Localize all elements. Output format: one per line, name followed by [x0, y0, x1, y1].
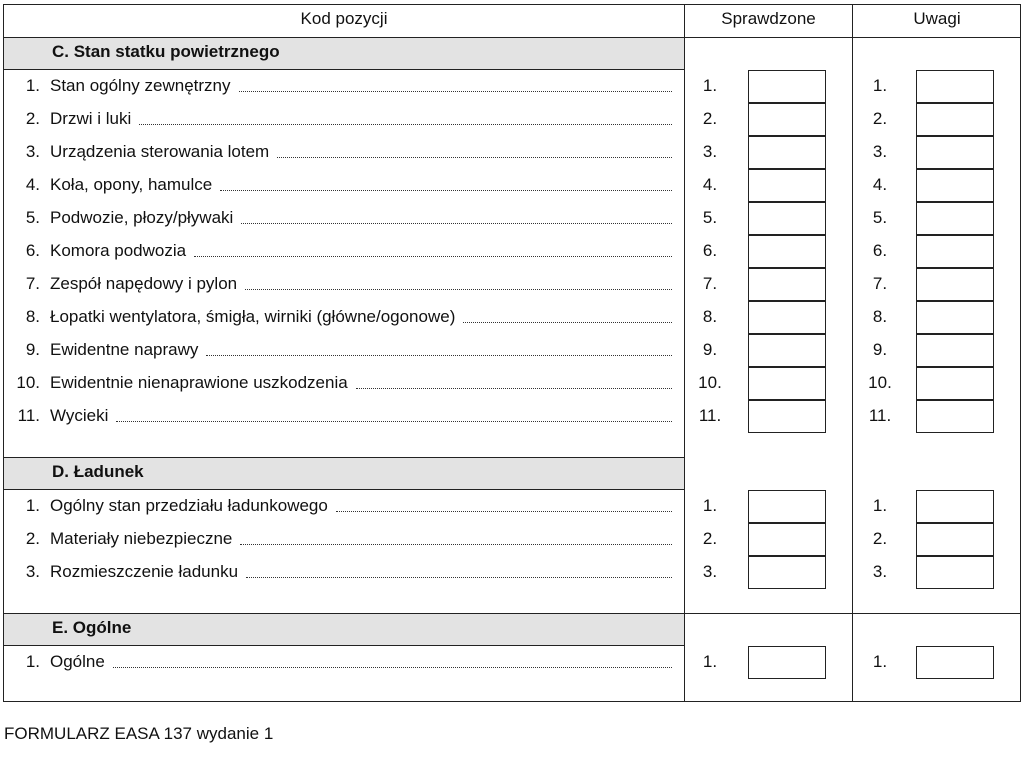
section-title: D. Ładunek [52, 462, 144, 481]
row-label: Łopatki wentylatora, śmigła, wirniki (główne/ogonowe) [50, 307, 456, 326]
row-label: Komora podwozia [50, 241, 187, 260]
notes-box[interactable] [916, 400, 994, 433]
row-number: 7. [25, 274, 40, 293]
checked-number: 2. [702, 109, 718, 128]
notes-number: 1. [872, 652, 888, 671]
checked-box[interactable] [748, 268, 826, 301]
section-e-divider [4, 645, 684, 646]
notes-box[interactable] [916, 367, 994, 400]
notes-number: 3. [872, 142, 888, 161]
row-number: 1. [25, 496, 40, 515]
notes-number: 10. [868, 373, 892, 392]
row-number: 9. [25, 340, 40, 359]
notes-box[interactable] [916, 646, 994, 679]
row-number: 10. [16, 373, 40, 392]
checked-box[interactable] [748, 646, 826, 679]
leader-dots [241, 223, 672, 224]
leader-dots [206, 355, 672, 356]
notes-number: 7. [872, 274, 888, 293]
checked-number: 1. [702, 496, 718, 515]
checked-number: 3. [702, 562, 718, 581]
checked-number: 8. [702, 307, 718, 326]
checked-number: 10. [698, 373, 722, 392]
section-c-divider [4, 69, 684, 70]
leader-dots [246, 577, 672, 578]
column-header-item: Kod pozycji [300, 9, 388, 28]
row-label: Ogólny stan przedziału ładunkowego [50, 496, 328, 515]
row-label: Wycieki [50, 406, 109, 425]
checked-number: 1. [702, 76, 718, 95]
row-number: 4. [25, 175, 40, 194]
leader-dots [240, 544, 672, 545]
notes-box[interactable] [916, 235, 994, 268]
notes-box[interactable] [916, 523, 994, 556]
checked-number: 5. [702, 208, 718, 227]
notes-box[interactable] [916, 334, 994, 367]
row-label: Ewidentnie nienaprawione uszkodzenia [50, 373, 348, 392]
notes-box[interactable] [916, 268, 994, 301]
notes-number: 1. [872, 496, 888, 515]
row-number: 3. [25, 562, 40, 581]
notes-box[interactable] [916, 556, 994, 589]
leader-dots [463, 322, 672, 323]
notes-number: 9. [872, 340, 888, 359]
row-label: Zespół napędowy i pylon [50, 274, 238, 293]
checked-box[interactable] [748, 301, 826, 334]
row-number: 5. [25, 208, 40, 227]
notes-box[interactable] [916, 490, 994, 523]
section-d-divider [4, 489, 684, 490]
notes-number: 4. [872, 175, 888, 194]
checked-box[interactable] [748, 400, 826, 433]
section-d-top-divider [4, 457, 684, 458]
leader-dots [356, 388, 672, 389]
checked-box[interactable] [748, 556, 826, 589]
notes-box[interactable] [916, 202, 994, 235]
notes-number: 3. [872, 562, 888, 581]
row-number: 8. [25, 307, 40, 326]
checked-box[interactable] [748, 70, 826, 103]
row-label: Koła, opony, hamulce [50, 175, 213, 194]
checked-number: 3. [702, 142, 718, 161]
checked-box[interactable] [748, 202, 826, 235]
notes-box[interactable] [916, 136, 994, 169]
checked-box[interactable] [748, 490, 826, 523]
notes-number: 5. [872, 208, 888, 227]
checked-box[interactable] [748, 136, 826, 169]
row-number: 3. [25, 142, 40, 161]
column-header-checked: Sprawdzone [721, 9, 816, 28]
row-label: Urządzenia sterowania lotem [50, 142, 270, 161]
leader-dots [113, 667, 672, 668]
row-label: Stan ogólny zewnętrzny [50, 76, 231, 95]
row-number: 1. [25, 652, 40, 671]
row-label: Drzwi i luki [50, 109, 132, 128]
checked-box[interactable] [748, 103, 826, 136]
row-label: Ogólne [50, 652, 105, 671]
notes-number: 2. [872, 529, 888, 548]
leader-dots [277, 157, 672, 158]
form-footer: FORMULARZ EASA 137 wydanie 1 [4, 724, 274, 743]
notes-box[interactable] [916, 301, 994, 334]
header-divider [4, 37, 1020, 38]
row-number: 2. [25, 529, 40, 548]
section-title: E. Ogólne [52, 618, 132, 637]
row-number: 11. [17, 406, 40, 425]
section-e-top-divider [4, 613, 1020, 614]
checked-box[interactable] [748, 523, 826, 556]
checked-box[interactable] [748, 169, 826, 202]
section-title: C. Stan statku powietrznego [52, 42, 280, 61]
row-label: Ewidentne naprawy [50, 340, 199, 359]
leader-dots [336, 511, 672, 512]
column-header-notes: Uwagi [913, 9, 961, 28]
checked-number: 2. [702, 529, 718, 548]
notes-number: 6. [872, 241, 888, 260]
column-divider-2 [852, 4, 853, 702]
notes-number: 2. [872, 109, 888, 128]
checked-number: 6. [702, 241, 718, 260]
checked-number: 11. [698, 406, 722, 425]
checked-box[interactable] [748, 367, 826, 400]
notes-number: 1. [872, 76, 888, 95]
leader-dots [116, 421, 672, 422]
leader-dots [239, 91, 672, 92]
row-label: Rozmieszczenie ładunku [50, 562, 239, 581]
row-label: Materiały niebezpieczne [50, 529, 233, 548]
leader-dots [220, 190, 672, 191]
leader-dots [139, 124, 672, 125]
checked-number: 1. [702, 652, 718, 671]
notes-number: 11. [868, 406, 892, 425]
row-number: 2. [25, 109, 40, 128]
notes-box[interactable] [916, 169, 994, 202]
checked-number: 4. [702, 175, 718, 194]
row-label: Podwozie, płozy/pływaki [50, 208, 234, 227]
row-number: 6. [25, 241, 40, 260]
row-number: 1. [25, 76, 40, 95]
checked-number: 9. [702, 340, 718, 359]
notes-box[interactable] [916, 70, 994, 103]
column-divider-1 [684, 4, 685, 702]
checked-number: 7. [702, 274, 718, 293]
notes-box[interactable] [916, 103, 994, 136]
checked-box[interactable] [748, 334, 826, 367]
leader-dots [245, 289, 672, 290]
checked-box[interactable] [748, 235, 826, 268]
notes-number: 8. [872, 307, 888, 326]
leader-dots [194, 256, 672, 257]
